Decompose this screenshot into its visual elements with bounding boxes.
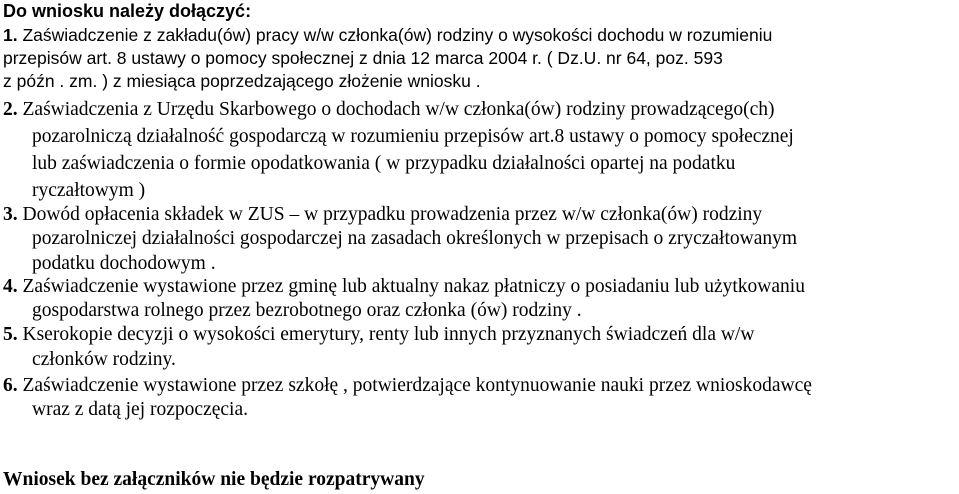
list-item-6-text: Zaświadczenie wystawione przez szkołę , potwierdzające kontynuowanie nauki przez wnioskodawcę — [22, 375, 812, 396]
list-item-5-line-2: członków rodziny. — [32, 349, 176, 370]
list-item-2-line-4: ryczałtowym ) — [32, 180, 146, 201]
list-item-6-line-1 — [3, 373, 812, 399]
list-item-6-line-2: wraz z datą jej rozpoczęcia. — [32, 399, 248, 420]
list-item-2-text: Zaświadczenia z Urzędu Skarbowego o dochodach w/w członka(ów) rodziny prowadzącego(ch) — [22, 99, 775, 120]
list-item-1-text: Zaświadczenie z zakładu(ów) pracy w/w członka(ów) rodziny o wysokości dochodu w rozumieniu — [22, 25, 773, 45]
list-item-2-line-1 — [3, 97, 775, 123]
list-item-2-line-3: lub zaświadczenia o formie opodatkowania ( w przypadku działalności opartej na podatku — [32, 153, 736, 174]
list-item-3-line-2: pozarolniczej działalności gospodarczej na zasadach określonych w przepisach o zryczałtowanym — [32, 228, 798, 249]
list-item-1-line-2: przepisów art. 8 ustawy o pomocy społecznej z dnia 12 marca 2004 r. ( Dz.U. nr 64, poz. 593 — [3, 48, 723, 68]
list-item-4-line-1 — [3, 274, 805, 300]
list-item-5-line-1 — [3, 322, 754, 348]
page-heading: Do wniosku należy dołączyć: — [3, 1, 252, 21]
list-item-4-number: 4. — [3, 276, 18, 297]
list-item-3-text: Dowód opłacenia składek w ZUS – w przypadku prowadzenia przez w/w członka(ów) rodziny — [22, 204, 763, 225]
list-item-1-number: 1. — [3, 25, 18, 45]
list-item-4-text: Zaświadczenie wystawione przez gminę lub aktualny nakaz płatniczy o posiadaniu lub użytkowaniu — [22, 276, 805, 297]
list-item-3-line-3: podatku dochodowym . — [32, 253, 216, 274]
list-item-1-line-3: z późn . zm. ) z miesiąca poprzedzającego złożenie wniosku . — [3, 71, 481, 91]
list-item-2-number: 2. — [3, 99, 18, 120]
list-item-2-line-2: pozarolniczą działalność gospodarczą w rozumieniu przepisów art.8 ustawy o pomocy społecznej — [32, 126, 794, 147]
list-item-4-line-2: gospodarstwa rolnego przez bezrobotnego oraz członka (ów) rodziny . — [32, 300, 582, 321]
list-item-5-number: 5. — [3, 324, 18, 345]
footer-notice: Wniosek bez załączników nie będzie rozpatrywany — [3, 469, 425, 490]
list-item-3-number: 3. — [3, 204, 18, 225]
list-item-3-line-1 — [3, 202, 762, 228]
list-item-6-number: 6. — [3, 375, 18, 396]
list-item-5-text: Kserokopie decyzji o wysokości emerytury, renty lub innych przyznanych świadczeń dla w/w — [22, 324, 755, 345]
